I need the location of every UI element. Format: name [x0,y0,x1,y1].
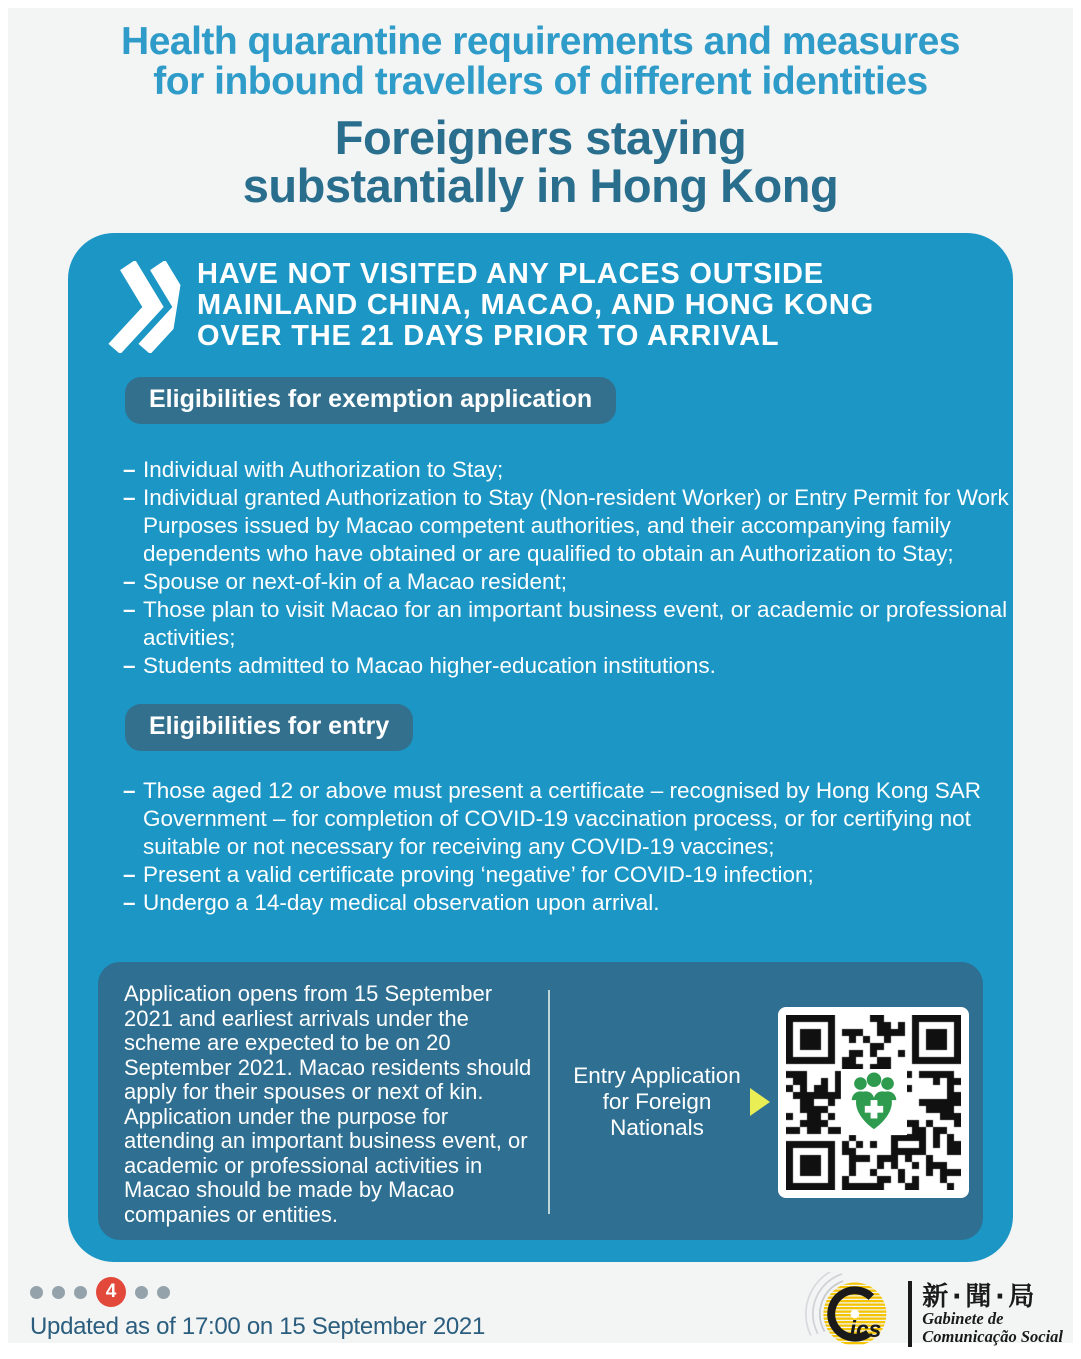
page-header [8,8,1073,211]
vertical-divider [548,990,550,1214]
gcs-logo [774,1272,1063,1356]
list-item: – Those aged 12 or above must present a certificate – recognised by Hong Kong SAR Government – for completion of COVID-19 vaccination process, or for certifying not suitable or not necessary for receiving any COVID-19 vaccines; [123,777,1023,861]
gcs-portuguese-name-line1: Gabinete de [922,1309,1004,1328]
gcs-chinese-name: 新‧聞‧局 [922,1281,1039,1311]
entry-list [101,777,1023,917]
page-footer [8,1270,1073,1346]
page-subtitle-line2: substantially in Hong Kong [242,159,839,213]
qr-code [778,1007,969,1198]
list-item: – Undergo a 14-day medical observation upon arrival. [123,889,1023,917]
entry-badge: Eligibilities for entry [125,704,413,751]
double-chevron-icon [106,261,185,353]
card-heading-line2: MAINLAND CHINA, MACAO, AND HONG KONG [197,289,874,321]
page-dot [52,1286,65,1299]
health-bureau-logo [841,1069,907,1135]
page-dot [157,1286,170,1299]
gcs-logo-mark [774,1272,906,1356]
arrow-right-icon [750,1088,770,1116]
application-panel [98,962,983,1240]
page-dot-active: 4 [96,1277,126,1307]
gcs-logo-text [922,1282,1063,1346]
card-heading-line3: OVER THE 21 DAYS PRIOR TO ARRIVAL [197,320,780,352]
gcs-portuguese-name-line2: Comunicação Social [922,1327,1063,1346]
card-heading [197,259,874,352]
list-item: – Individual with Authorization to Stay; [123,456,1023,484]
page-dot [74,1286,87,1299]
logo-divider-bar [908,1281,912,1347]
main-card [68,233,1013,1262]
application-note: Application opens from 15 September 2021 and earliest arrivals under the scheme are expected to be on 20 September 2021. Macao residents should apply for their spouses or next of kin. Application under the purpose for attending an important business event, or academic or professional activities in Macao should be made by Macao companies or entities. [124,981,532,1227]
gcs-acronym: ics [849,1315,882,1342]
card-heading-line1: HAVE NOT VISITED ANY PLACES OUTSIDE [197,258,824,290]
card-header [113,259,981,353]
qr-label: Entry Application for Foreign Nationals [573,1063,741,1140]
qr-label-wrap [566,982,748,1222]
footer-left [30,1270,485,1341]
infographic-page [8,8,1073,1346]
list-item: – Spouse or next-of-kin of a Macao resident; [123,568,1023,596]
list-item: – Students admitted to Macao higher-education institutions. [123,652,1023,680]
page-indicator [30,1276,485,1308]
heart-people-icon [843,1071,905,1133]
list-item: – Individual granted Authorization to Stay (Non-resident Worker) or Entry Permit for Work Purposes issued by Macao competent authorities, and their accompanying family dependents who have obtained or are qualified to obtain an Authorization to Stay; [123,484,1023,568]
list-item: – Present a valid certificate proving ‘negative’ for COVID-19 infection; [123,861,1023,889]
page-dot [30,1286,43,1299]
page-title-line1: Health quarantine requirements and measures [121,20,960,63]
exemption-badge: Eligibilities for exemption application [125,377,616,424]
page-title-line2: for inbound travellers of different identities [153,59,928,103]
exemption-list [101,456,1023,680]
list-item: – Those plan to visit Macao for an important business event, or academic or professional activities; [123,596,1023,652]
page-subtitle [8,110,1073,213]
updated-timestamp: Updated as of 17:00 on 15 September 2021 [30,1313,486,1340]
page-dot [135,1286,148,1299]
page-subtitle-line1: Foreigners staying [334,110,747,164]
page-title [8,22,1073,102]
